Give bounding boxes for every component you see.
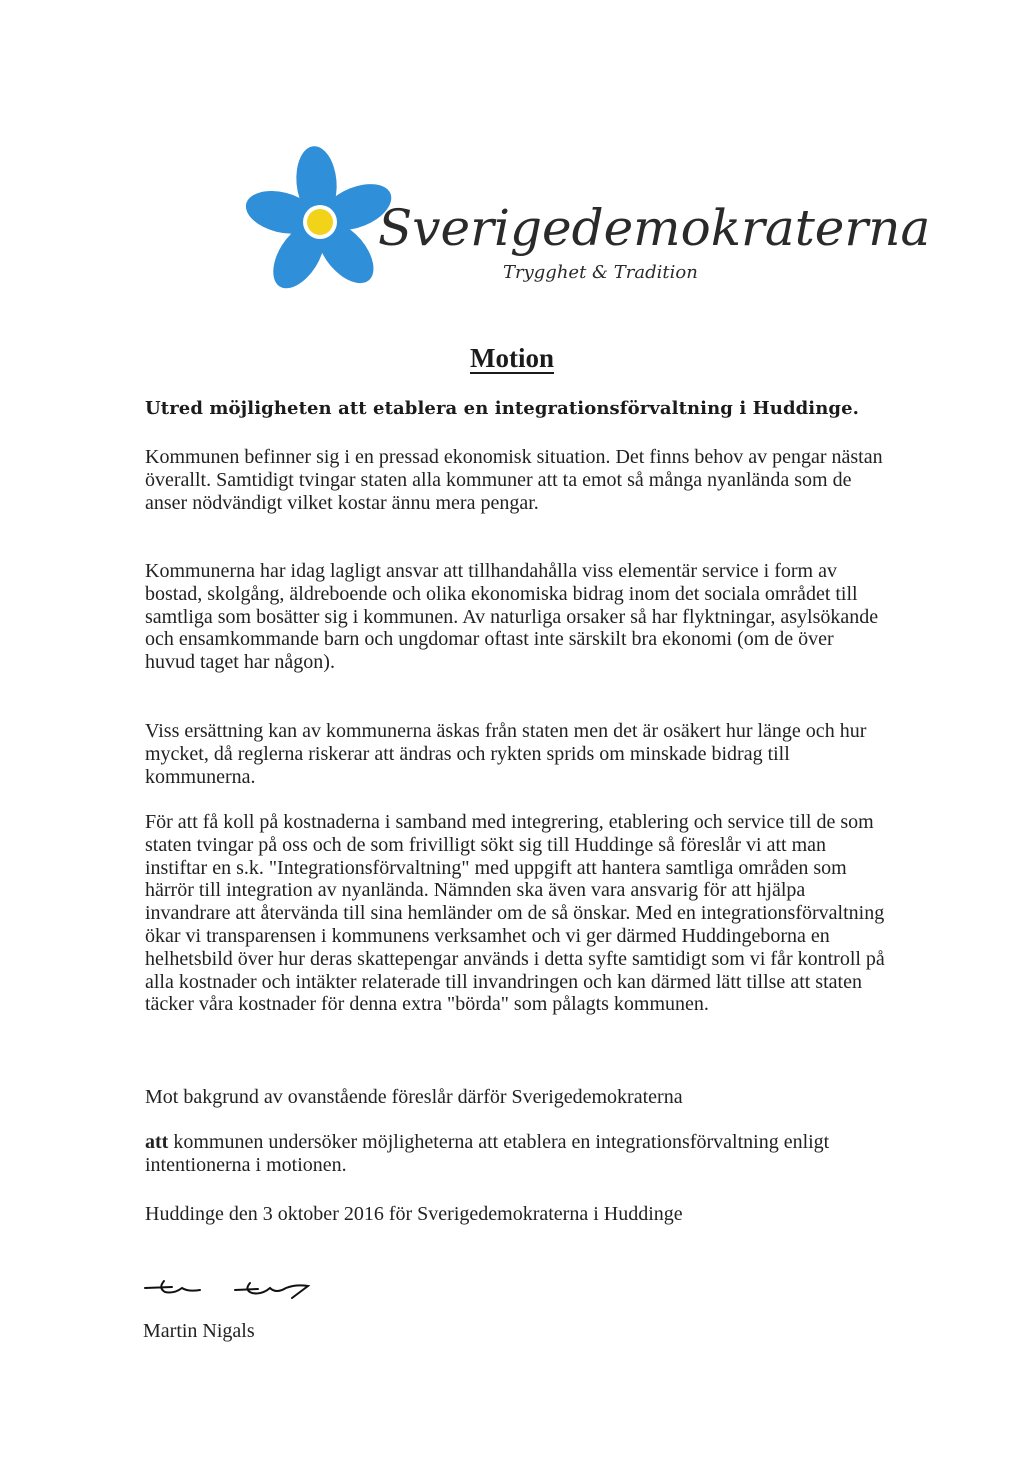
proposal	[145, 1131, 845, 1177]
paragraph-4: För att få koll på kostnaderna i samband med integrering, etablering och service till de som staten tvingar på oss och de som frivilligt sökt sig till Huddinge så föreslår vi att man instiftar en s.k. "Integrationsförvaltning" med uppgift att hantera samtliga områden som härrör till integration av nyanlända. Nämnden ska även vara ansvarig för att hjälpa invandrare att återvända till sina hemländer om de så önskar. Med en integrationsförvaltning ökar vi transparensen i kommunens verksamhet och vi ger därmed Huddingeborna en helhetsbild över hur deras skattepengar används i detta syfte samtidigt som vi får kontroll på alla kostnader och intäkter relaterade till invandringen och kan därmed lätt tillse att staten täcker våra kostnader för denna extra "börda" som pålagts kommunen.	[145, 811, 885, 1016]
att-word: att	[145, 1131, 169, 1153]
document-title: Motion	[470, 343, 554, 373]
party-logo	[268, 140, 931, 310]
signer-name: Martin Nigals	[143, 1320, 255, 1342]
paragraph-2: Kommunerna har idag lagligt ansvar att tillhandahålla viss elementär service i form av bostad, skolgång, äldreboende och olika ekonomiska bidrag inom det sociala området till samtliga som bosätter sig i kommunen. Av naturliga orsaker så har flyktningar, asylsökande och ensamkommande barn och ungdomar oftast inte särskilt bra ekonomi (om de över huvud taget har någon).	[145, 560, 879, 674]
proposal-text: kommunen undersöker möjligheterna att etablera en integrationsförvaltning enligt intentionerna i motionen.	[145, 1131, 830, 1176]
dateline: Huddinge den 3 oktober 2016 för Sverigedemokraterna i Huddinge	[145, 1203, 683, 1225]
conclusion-line: Mot bakgrund av ovanstående föreslår därför Sverigedemokraterna	[145, 1086, 683, 1108]
logo-brand: Sverigedemokraterna	[378, 199, 931, 257]
handwritten-signature	[140, 1268, 330, 1308]
paragraph-3: Viss ersättning kan av kommunerna äskas från staten men det är osäkert hur länge och hur mycket, då reglerna riskerar att ändras och rykten sprids om minskade bidrag till kommunerna.	[145, 720, 867, 788]
motion-heading: Utred möjligheten att etablera en integrationsförvaltning i Huddinge.	[145, 398, 860, 419]
flower-logo-icon	[268, 140, 931, 310]
logo-tagline: Trygghet & Tradition	[503, 262, 698, 283]
paragraph-1: Kommunen befinner sig i en pressad ekonomisk situation. Det finns behov av pengar nästan överallt. Samtidigt tvingar staten alla kommuner att ta emot så många nyanlända som de anser nödvändigt vilket kostar ännu mera pengar.	[145, 446, 883, 514]
